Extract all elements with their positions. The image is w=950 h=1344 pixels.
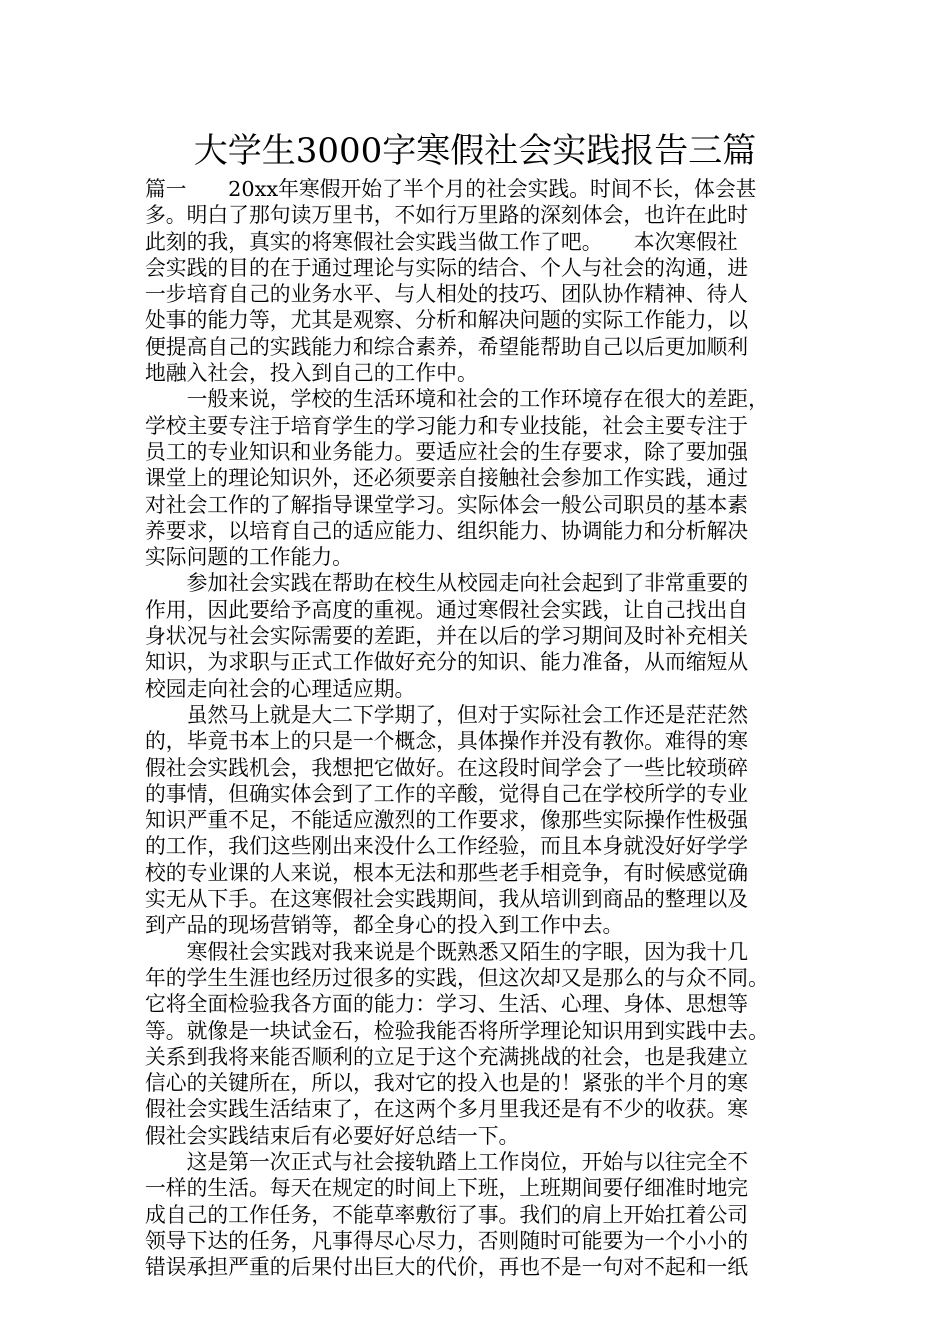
text-line: 员工的专业知识和业务能力。要适应社会的生存要求，除了要加强 [145, 439, 749, 464]
text-line: 一般来说，学校的生活环境和社会的工作环境存在很大的差距， [145, 387, 769, 412]
text-line: 年的学生生涯也经历过很多的实践，但这次却又是那么的与众不同。 [145, 965, 769, 990]
text-line: 校园走向社会的心理适应期。 [145, 676, 416, 701]
text-line: 错误承担严重的后果付出巨大的代价，再也不是一句对不起和一纸 [145, 1255, 749, 1280]
text-line: 知识严重不足，不能适应激烈的工作要求，像那些实际操作性极强 [145, 808, 749, 833]
text-line: 一样的生活。每天在规定的时间上下班，上班期间要仔细准时地完 [145, 1176, 749, 1201]
text-line: 校的专业课的人来说，根本无法和那些老手相竞争，有时候感觉确 [145, 860, 749, 885]
text-line: 假社会实践结束后有必要好好总结一下。 [145, 1123, 520, 1148]
text-line: 领导下达的任务，凡事得尽心尽力，否则随时可能要为一个小小的 [145, 1228, 749, 1253]
text-line: 课堂上的理论知识外，还必须要亲自接触社会参加工作实践，通过 [145, 466, 749, 491]
text-line: 寒假社会实践对我来说是个既熟悉又陌生的字眼，因为我十几 [145, 939, 749, 964]
text-line: 作用，因此要给予高度的重视。通过寒假社会实践，让自己找出自 [145, 597, 749, 622]
text-line: 身状况与社会实际需要的差距，并在以后的学习期间及时补充相关 [145, 624, 749, 649]
document-body [145, 176, 825, 1280]
text-line: 便提高自己的实践能力和综合素养，希望能帮助自己以后更加顺利 [145, 334, 749, 359]
text-line: 假社会实践生活结束了，在这两个多月里我还是有不少的收获。寒 [145, 1097, 749, 1122]
text-line: 实际问题的工作能力。 [145, 545, 353, 570]
text-line: 这是第一次正式与社会接轨踏上工作岗位，开始与以往完全不 [145, 1149, 749, 1174]
text-line: 的，毕竟书本上的只是一个概念，具体操作并没有教你。难得的寒 [145, 729, 749, 754]
text-line: 养要求，以培育自己的适应能力、组织能力、协调能力和分析解决 [145, 518, 749, 543]
text-line: 它将全面检验我各方面的能力：学习、生活、心理、身体、思想等 [145, 992, 749, 1017]
document-title: 大学生3000字寒假社会实践报告三篇 [193, 131, 757, 171]
text-line: 信心的关键所在，所以，我对它的投入也是的！紧张的半个月的寒 [145, 1071, 749, 1096]
text-line: 学校主要专注于培育学生的学习能力和专业技能，社会主要专注于 [145, 413, 749, 438]
text-line: 虽然马上就是大二下学期了，但对于实际社会工作还是茫茫然 [145, 702, 749, 727]
text-line: 多。明白了那句读万里书，不如行万里路的深刻体会，也许在此时 [145, 203, 749, 228]
text-line: 对社会工作的了解指导课堂学习。实际体会一般公司职员的基本素 [145, 492, 749, 517]
text-line: 的事情，但确实体会到了工作的辛酸，觉得自己在学校所学的专业 [145, 781, 749, 806]
text-line: 的工作，我们这些刚出来没什么工作经验，而且本身就没好好学学 [145, 834, 749, 859]
text-line: 关系到我将来能否顺利的立足于这个充满挑战的社会，也是我建立 [145, 1044, 749, 1069]
text-line: 知识，为求职与正式工作做好充分的知识、能力准备，从而缩短从 [145, 650, 749, 675]
text-line: 处事的能力等，尤其是观察、分析和解决问题的实际工作能力，以 [145, 308, 749, 333]
text-line: 假社会实践机会，我想把它做好。在这段时间学会了一些比较琐碎 [145, 755, 749, 780]
text-line: 篇一 20xx年寒假开始了半个月的社会实践。时间不长，体会甚 [145, 177, 757, 201]
text-line: 实无从下手。在这寒假社会实践期间，我从培训到商品的整理以及 [145, 887, 749, 912]
text-line: 参加社会实践在帮助在校生从校园走向社会起到了非常重要的 [145, 571, 749, 596]
text-line: 等。就像是一块试金石，检验我能否将所学理论知识用到实践中去。 [145, 1018, 769, 1043]
text-line: 到产品的现场营销等，都全身心的投入到工作中去。 [145, 913, 624, 938]
text-line: 地融入社会，投入到自己的工作中。 [145, 361, 478, 386]
text-line: 成自己的工作任务，不能草率敷衍了事。我们的肩上开始扛着公司 [145, 1202, 749, 1227]
text-line: 此刻的我，真实的将寒假社会实践当做工作了吧。 本次寒假社 [145, 229, 738, 254]
text-line: 会实践的目的在于通过理论与实际的结合、个人与社会的沟通，进 [145, 255, 749, 280]
text-line: 一步培育自己的业务水平、与人相处的技巧、团队协作精神、待人 [145, 282, 749, 307]
